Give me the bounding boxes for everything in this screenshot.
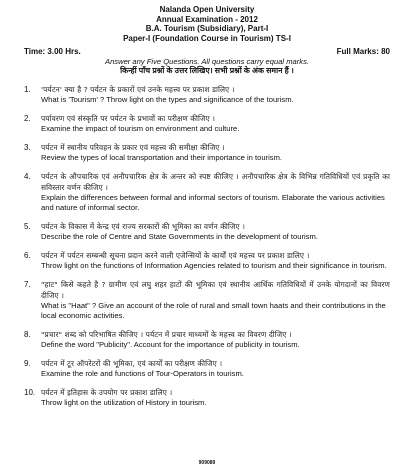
question-english: Examine the role and functions of Tour-Operators in tourism. bbox=[41, 369, 244, 379]
question-hindi: पर्यटन में टूर ऑपरेटरों की भूमिका, एवं कार्यों का परीक्षण कीजिए । bbox=[41, 359, 223, 369]
question-item bbox=[24, 329, 390, 350]
question-hindi: 'पर्यटन' क्या है ? पर्यटन के प्रकारों एवं उनके महत्त्व पर प्रकाश डालिए । bbox=[41, 85, 235, 95]
course-title: B.A. Tourism (Subsidiary), Part-I bbox=[145, 24, 269, 34]
question-number: 2. bbox=[24, 114, 31, 124]
question-hindi: पर्यावरण एवं संस्कृति पर पर्यटन के प्रभावों का परीक्षण कीजिए । bbox=[41, 114, 216, 124]
question-hindi: पर्यटन में पर्यटन सम्बन्धी सूचना प्रदान करने वाली एजेन्सियों के कार्यों एवं महत्त्व पर प्रकाश डालिए । bbox=[41, 251, 310, 261]
instructions-hindi: किन्हीं पाँच प्रश्नों के उत्तर लिखिए। सभी प्रश्नों के अंक समान हैं । bbox=[120, 66, 294, 76]
question-item bbox=[24, 113, 390, 134]
paper-title: Paper-I (Foundation Course in Tourism) TS-I bbox=[123, 33, 291, 43]
question-english: What is 'Tourism' ? Throw light on the types and significance of the tourism. bbox=[41, 95, 294, 105]
question-body bbox=[41, 329, 390, 350]
instructions-english: Answer any Five Questions. All questions carry equal marks. bbox=[105, 57, 309, 67]
page-footer-code: 909089 bbox=[198, 460, 216, 466]
question-hindi: पर्यटन के विकास में केन्द्र एवं राज्य सरकारों की भूमिका का वर्णन कीजिए । bbox=[41, 222, 245, 232]
question-body bbox=[41, 358, 390, 379]
question-body bbox=[41, 387, 390, 408]
question-number: 9. bbox=[24, 359, 31, 369]
exam-header bbox=[24, 5, 390, 43]
question-number: 5. bbox=[24, 222, 31, 232]
question-body bbox=[41, 250, 390, 271]
question-number: 1. bbox=[24, 85, 31, 95]
question-english: What is "Haat" ? Give an account of the role of rural and small town haats and their contributions in the local economic activities. bbox=[41, 301, 386, 321]
exam-title: Annual Examination - 2012 bbox=[156, 14, 258, 24]
question-body bbox=[41, 221, 390, 242]
question-item bbox=[24, 279, 390, 321]
question-item bbox=[24, 171, 390, 213]
question-hindi: पर्यटन के औपचारिक एवं अनौपचारिक क्षेत्र के अन्तर को स्पष्ट कीजिए । अनौपचारिक क्षेत्र के विभिन्न गतिविधियों एवं प्रकृति का सविस्तार वर्णन कीजिए । bbox=[41, 172, 390, 193]
question-item bbox=[24, 358, 390, 379]
question-body bbox=[41, 84, 390, 105]
question-english: Describe the role of Centre and State Governments in the development of tourism. bbox=[41, 232, 318, 242]
question-body bbox=[41, 171, 390, 213]
question-hindi: "हाट" किसे कहते है ? ग्रामीण एवं लघु शहर हाटों की भूमिका एवं स्थानीय आर्थिक गतिविधियों में उनके योगदानों का विवरण दीजिए । bbox=[41, 280, 390, 301]
question-number: 10. bbox=[24, 388, 36, 398]
question-hindi: पर्यटन में इतिहास के उपयोग पर प्रकाश डालिए । bbox=[41, 388, 173, 398]
question-hindi: "प्रचार" शब्द को परिभाषित कीजिए । पर्यटन में प्रचार माध्यमों के महत्त्व का विवरण दीजिए । bbox=[41, 330, 292, 340]
full-marks-label: Full Marks: 80 bbox=[336, 47, 390, 57]
question-english: Define the word "Publicity". Account for the importance of publicity in tourism. bbox=[41, 340, 300, 350]
question-item bbox=[24, 250, 390, 271]
question-body bbox=[41, 279, 390, 321]
question-item bbox=[24, 84, 390, 105]
question-number: 8. bbox=[24, 330, 31, 340]
exam-meta-row bbox=[24, 47, 390, 56]
question-english: Review the types of local transportation and their importance in tourism. bbox=[41, 153, 283, 163]
question-hindi: पर्यटन में स्थानीय परिवहन के प्रकार एवं महत्त्व की समीक्षा कीजिए । bbox=[41, 143, 225, 153]
question-number: 3. bbox=[24, 143, 31, 153]
question-english: Explain the differences between formal and informal sectors of tourism. Elaborate the various activities and nature of informal sector. bbox=[41, 193, 385, 213]
question-item bbox=[24, 387, 390, 408]
question-item bbox=[24, 142, 390, 163]
question-english: Examine the impact of tourism on environment and culture. bbox=[41, 124, 240, 134]
question-item bbox=[24, 221, 390, 242]
question-list bbox=[24, 84, 390, 408]
question-english: Throw light on the functions of Information Agencies related to tourism and their significance in tourism. bbox=[41, 261, 387, 271]
time-label: Time: 3.00 Hrs. bbox=[24, 47, 81, 57]
question-body bbox=[41, 113, 390, 134]
question-number: 7. bbox=[24, 280, 31, 290]
question-body bbox=[41, 142, 390, 163]
question-number: 4. bbox=[24, 172, 31, 182]
question-english: Throw light on the utilization of History in tourism. bbox=[41, 398, 207, 408]
university-name: Nalanda Open University bbox=[159, 5, 255, 14]
question-number: 6. bbox=[24, 251, 31, 261]
